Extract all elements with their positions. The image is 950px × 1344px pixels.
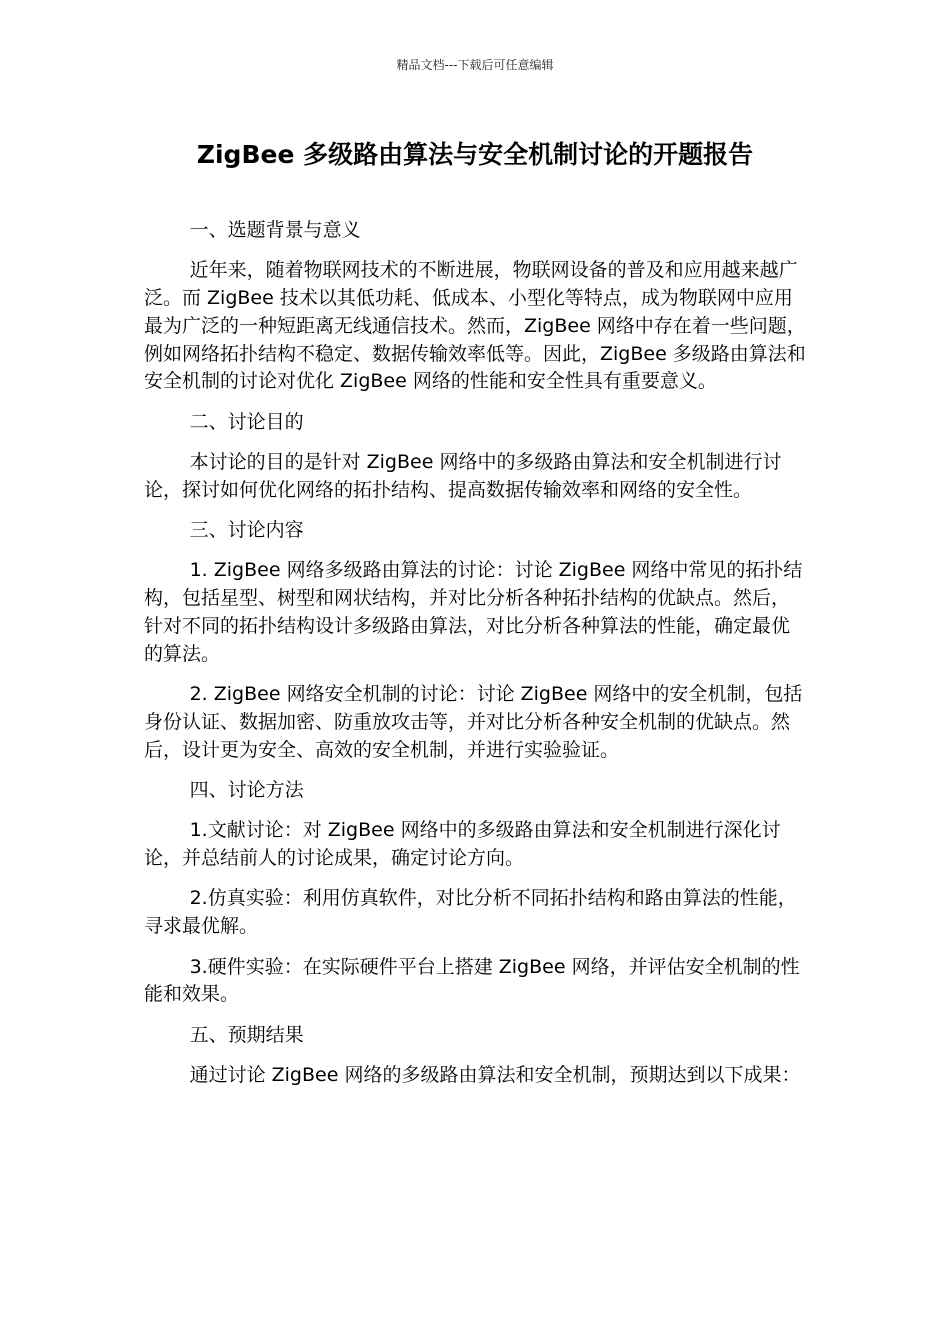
section-heading-methods: 四、讨论方法 — [189, 779, 304, 802]
document-body — [144, 217, 808, 1102]
section-heading-purpose: 二、讨论目的 — [189, 410, 304, 433]
paragraph-method-hardware: 3.硬件实验：在实际硬件平台上搭建 ZigBee 网络，并评估安全机制的性能和效果。 — [144, 955, 800, 1006]
paragraph-content-routing: 1. ZigBee 网络多级路由算法的讨论：讨论 ZigBee 网络中常见的拓扑结构，包括星型、树型和网状结构，并对比分析各种拓扑结构的优缺点。然后，针对不同的拓扑结构设计多级路由算法，对比分析各种算法的性能，确定最优的算法。 — [144, 559, 803, 665]
section-heading-content: 三、讨论内容 — [189, 519, 304, 542]
page-header-note: 精品文档---下载后可任意编辑 — [396, 58, 554, 72]
section-heading-background: 一、选题背景与意义 — [189, 219, 361, 241]
paragraph-content-security: 2. ZigBee 网络安全机制的讨论：讨论 ZigBee 网络中的安全机制，包括身份认证、数据加密、防重放攻击等，并对比分析各种安全机制的优缺点。然后，设计更为安全、高效的安全机制，并进行实验验证。 — [144, 683, 803, 761]
paragraph-method-simulation: 2.仿真实验：利用仿真软件，对比分析不同拓扑结构和路由算法的性能，寻求最优解。 — [144, 887, 797, 938]
paragraph-purpose: 本讨论的目的是针对 ZigBee 网络中的多级路由算法和安全机制进行讨论，探讨如何优化网络的拓扑结构、提高数据传输效率和网络的安全性。 — [144, 451, 782, 501]
document-title: ZigBee 多级路由算法与安全机制讨论的开题报告 — [196, 140, 754, 169]
section-heading-expected-results: 五、预期结果 — [189, 1023, 304, 1046]
paragraph-background: 近年来，随着物联网技术的不断进展，物联网设备的普及和应用越来越广泛。而 ZigBee 技术以其低功耗、低成本、小型化等特点，成为物联网中应用最为广泛的一种短距离无线通信技术。然而，ZigBee 网络中存在着一些问题，例如网络拓扑结构不稳定、数据传输效率低等。因此，ZigBee 多级路由算法和安全机制的讨论对优化 ZigBee 网络的性能和安全性具有重要意义。 — [144, 259, 806, 393]
paragraph-method-literature: 1.文献讨论：对 ZigBee 网络中的多级路由算法和安全机制进行深化讨论，并总结前人的讨论成果，确定讨论方向。 — [144, 819, 781, 870]
paragraph-expected-results: 通过讨论 ZigBee 网络的多级路由算法和安全机制，预期达到以下成果： — [189, 1063, 801, 1086]
